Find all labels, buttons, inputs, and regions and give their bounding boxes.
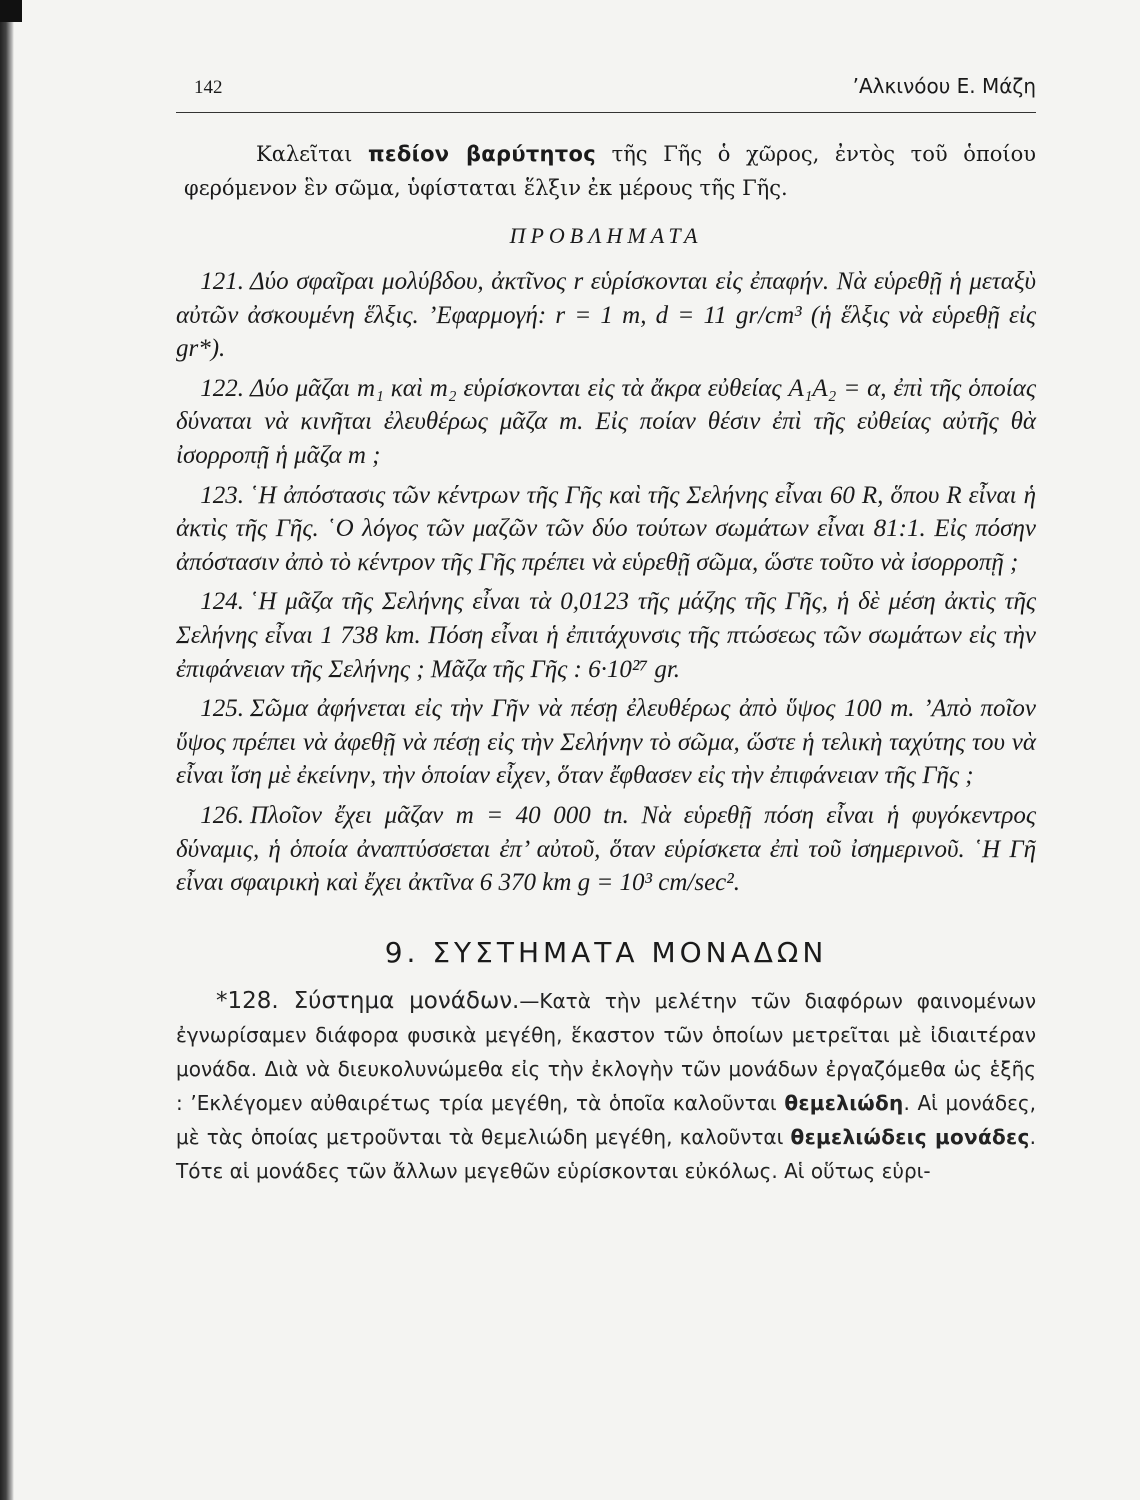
problem-number: 121. [200, 268, 244, 295]
problem-text: Σῶμα ἀφήνεται εἰς τὴν Γῆν νὰ πέσῃ ἐλευθέρως ἀπὸ ὕψος 100 m. ’Απὸ ποῖον ὕψος πρέπει νὰ ἀφεθῇ νὰ πέσῃ εἰς τὴν Σελήνην τὸ σῶμα, ὥστε ἡ τελικὴ ταχύτης του νὰ εἶναι ἴση μὲ ἐκείνην, τὴν ὁποίαν εἶχεν, ὅταν ἔφθασεν εἰς τὴν ἐπιφάνειαν τῆς Γῆς ; [176, 695, 1036, 790]
paragraph-indent [176, 989, 216, 1013]
definition-prefix: Καλεῖται [256, 142, 368, 166]
paragraph-text-1: —Κατὰ τὴν μελέτην τῶν διαφόρων φαινομένων ἐγνωρίσαμεν διάφορα φυσικὰ μεγέθη, ἕκαστον τῶν ὁποίων μετρεῖται μὲ ἰδιαιτέραν μονάδα. Διὰ νὰ διευκολυνώμεθα εἰς τὴν ἐκλογὴν τῶν μονάδων ἐργαζόμεθα ὡς ἑξῆς : ’Εκλέγομεν αὐθαιρέτως τρία μεγέθη, τὰ ὁποῖα καλοῦνται [176, 988, 1036, 1115]
problem-122 [176, 372, 1036, 473]
scan-corner-mark [0, 0, 22, 22]
problem-text: Δύο σφαῖραι μολύβδου, ἀκτῖνος r εὑρίσκονται εἰς ἐπαφήν. Νὰ εὑρεθῇ ἡ μεταξὺ αὐτῶν ἀσκουμένη ἕλξις. ’Εφαρμογή: r = 1 m, d = 11 gr/cm³ (ἡ ἕλξις νὰ εὑρεθῇ εἰς gr*). [176, 268, 1036, 363]
problem-123 [176, 479, 1036, 580]
problem-124 [176, 585, 1036, 686]
problem-number: 126. [200, 801, 244, 829]
term-fundamental: θεμελιώδη [784, 1090, 904, 1115]
problem-text: ῾Η ἀπόστασις τῶν κέντρων τῆς Γῆς καὶ τῆς Σελήνης εἶναι 60 R, ὅπου R εἶναι ἡ ἀκτὶς τῆς Γῆς. ῾Ο λόγος τῶν μαζῶν τῶν δύο τούτων σωμάτων εἶναι 81:1. Εἰς πόσην ἀπόστασιν ἀπὸ τὸ κέντρον τῆς Γῆς πρέπει νὰ εὑρεθῇ σῶμα, ὥστε τοῦτο νὰ ἰσορροπῇ ; [176, 481, 1036, 576]
paragraph-text-2: . Αἱ μονάδες, μὲ τὰς ὁποίας μετροῦνται τὰ θεμελιώδη μεγέθη, καλοῦνται [176, 1090, 1037, 1149]
definition-suffix: τῆς Γῆς ὁ χῶρος, ἐντὸς τοῦ ὁποίου φερόμενον ἓν σῶμα, ὑφίσταται ἕλξιν ἐκ μέρους τῆς Γῆς. [184, 142, 1036, 200]
definition-paragraph [184, 137, 1036, 205]
running-header [176, 74, 1036, 113]
term-fundamental-units: θεμελιώδεις μονάδες [790, 1124, 1030, 1149]
unit-systems-paragraph [176, 984, 1036, 1188]
problem-number: 123. [200, 481, 244, 509]
problem-text: Δύο μᾶζαι m₁ καὶ m₂ εὑρίσκονται εἰς τὰ ἄκρα εὐθείας A₁A₂ = α, ἐπὶ τῆς ὁποίας δύναται νὰ κινῆται ἐλευθέρως μᾶζα m. Εἰς ποίαν θέσιν ἐπὶ τῆς εὐθείας αὐτῆς θὰ ἰσορροπῇ ἡ μᾶζα m ; [176, 374, 1036, 469]
book-binding-shadow [0, 0, 14, 1500]
page-number: 142 [194, 77, 223, 98]
gravity-field-definition [176, 137, 1036, 205]
section-heading: 9. ΣΥΣΤΗΜΑΤΑ ΜΟΝΑΔΩΝ [384, 935, 828, 969]
problems-heading: ΠΡΟΒΛΗΜΑΤΑ [509, 223, 703, 248]
book-page [176, 74, 1036, 1188]
problem-number: 122. [200, 374, 244, 402]
problem-number: 125. [200, 695, 244, 723]
problem-number: 124. [200, 588, 244, 616]
problem-126 [176, 799, 1036, 900]
problem-125 [176, 692, 1036, 793]
problem-text: ῾Η μᾶζα τῆς Σελήνης εἶναι τὰ 0,0123 τῆς μάζης τῆς Γῆς, ἡ δὲ μέση ἀκτὶς τῆς Σελήνης εἶναι 1 738 km. Πόση εἶναι ἡ ἐπιτάχυνσις τῆς πτώσεως τῶν σωμάτων εἰς τὴν ἐπιφάνειαν τῆς Σελήνης ; Μᾶζα τῆς Γῆς : 6·10²⁷ gr. [176, 588, 1036, 683]
running-head-author: ’Αλκινόου Ε. Μάζη [852, 74, 1036, 98]
term-gravity-field: πεδίον βαρύτητος [367, 142, 596, 166]
paragraph-text-3: . Τότε αἱ μονάδες τῶν ἄλλων μεγεθῶν εὑρίσκονται εὐκόλως. Αἱ οὕτως εὑρι- [176, 1124, 1036, 1183]
problem-text: Πλοῖον ἔχει μᾶζαν m = 40 000 tn. Νὰ εὑρεθῇ πόση εἶναι ἡ φυγόκεντρος δύναμις, ἡ ὁποία ἀναπτύσσεται ἐπ’ αὐτοῦ, ὅταν εὑρίσκετα ἐπὶ τοῦ ἰσημερινοῦ. ῾Η Γῆ εἶναι σφαιρικὴ καὶ ἔχει ἀκτῖνα 6 370 km g = 10³ cm/sec². [176, 801, 1036, 897]
paragraph-lead: *128. Σύστημα μονάδων. [216, 987, 520, 1014]
problem-121 [176, 265, 1036, 366]
